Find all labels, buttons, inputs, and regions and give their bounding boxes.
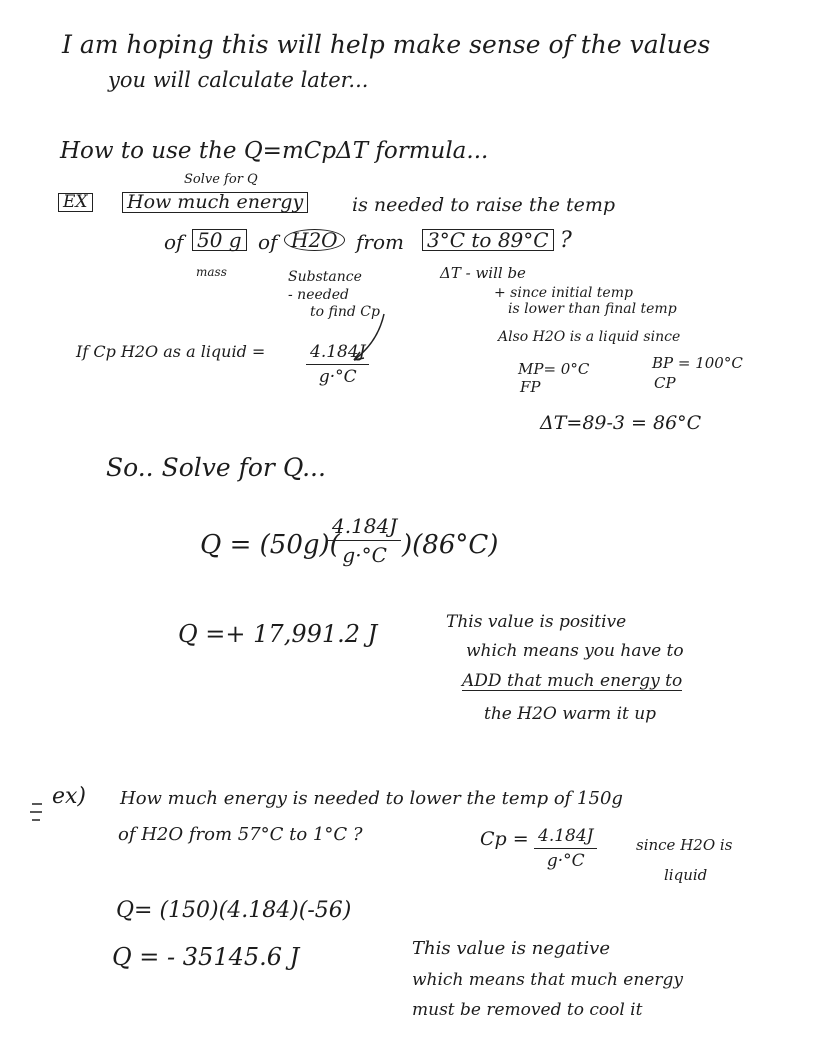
example2-cp-label: Cp = [480,828,529,850]
example1-question-highlight: How much energy [122,192,308,213]
result-note-4: the H2O warm it up [484,704,657,724]
delta-note-3: is lower than final temp [508,301,677,317]
example1-question-mark: ? [560,228,572,253]
example1-label: EX [58,193,93,212]
intro-line-1: I am hoping this will help make sense of the values [62,30,711,59]
example2-question-2: of H2O from 57°C to 1°C ? [118,824,363,845]
example1-temp-range: 3°C to 89°C [422,229,554,251]
equation-left: Q = (50g)( [200,530,340,560]
mass-note: mass [196,265,227,279]
cp-unit: g·°C [318,367,357,387]
cp-prefix: If Cp H2O as a liquid = [76,342,266,361]
equation-numerator: 4.184J [328,514,401,541]
formula-heading: How to use the Q=mCpΔT formula... [60,138,489,164]
example1-substance: H2O [284,229,345,251]
example2-result: Q = - 35145.6 J [112,943,300,971]
solve-for-note: Solve for Q [184,172,258,187]
solve-heading: So.. Solve for Q... [106,453,326,482]
example1-from: from [356,230,404,254]
cp-abbr-note: CP [654,374,676,392]
example2-cp-reason-1: since H2O is [636,836,733,854]
example1-of-2: of [258,230,278,254]
example1-question-rest: is needed to raise the temp [352,194,616,216]
result-1: Q =+ 17,991.2 J [178,620,378,648]
example2-note-2: which means that much energy [412,970,683,990]
mp-note: MP= 0°C [518,360,590,378]
substance-note-1: Substance [288,269,362,285]
cp-value: 4.184J [306,342,369,365]
example2-note-1: This value is negative [412,938,610,959]
result-note-2: which means you have to [466,641,684,661]
equation-fraction [328,514,401,567]
fp-note: FP [520,378,541,396]
example2-note-3: must be removed to cool it [412,1000,643,1020]
example2-cp-num: 4.184J [534,826,597,849]
substance-note-2: - needed [288,287,349,303]
substance-note-3: to find Cp [310,304,380,320]
equation-denominator: g·°C [342,543,387,567]
example2-cp-fraction [534,826,597,871]
example2-equation: Q= (150)(4.184)(-56) [116,898,352,923]
result-note-3: ADD that much energy to [462,671,683,691]
equation-right: )(86°C) [402,530,499,560]
cp-fraction [306,342,369,387]
example1-of-1: of [164,230,184,254]
result-note-1: This value is positive [446,612,627,632]
bp-note: BP = 100°C [652,354,743,372]
example2-cp-reason-2: liquid [664,866,708,884]
delta-t-calc: ΔT=89-3 = 86°C [540,412,702,434]
margin-star-mark [30,800,50,824]
example2-question-1: How much energy is needed to lower the temp of 150g [120,788,623,809]
example2-label: ex) [52,784,87,809]
delta-note-2: + since initial temp [494,285,633,301]
intro-line-2: you will calculate later... [108,68,369,92]
delta-note-1: ΔT - will be [440,264,526,282]
example2-cp-den: g·°C [546,851,585,871]
example1-mass: 50 g [192,229,247,251]
also-note: Also H2O is a liquid since [498,329,681,345]
